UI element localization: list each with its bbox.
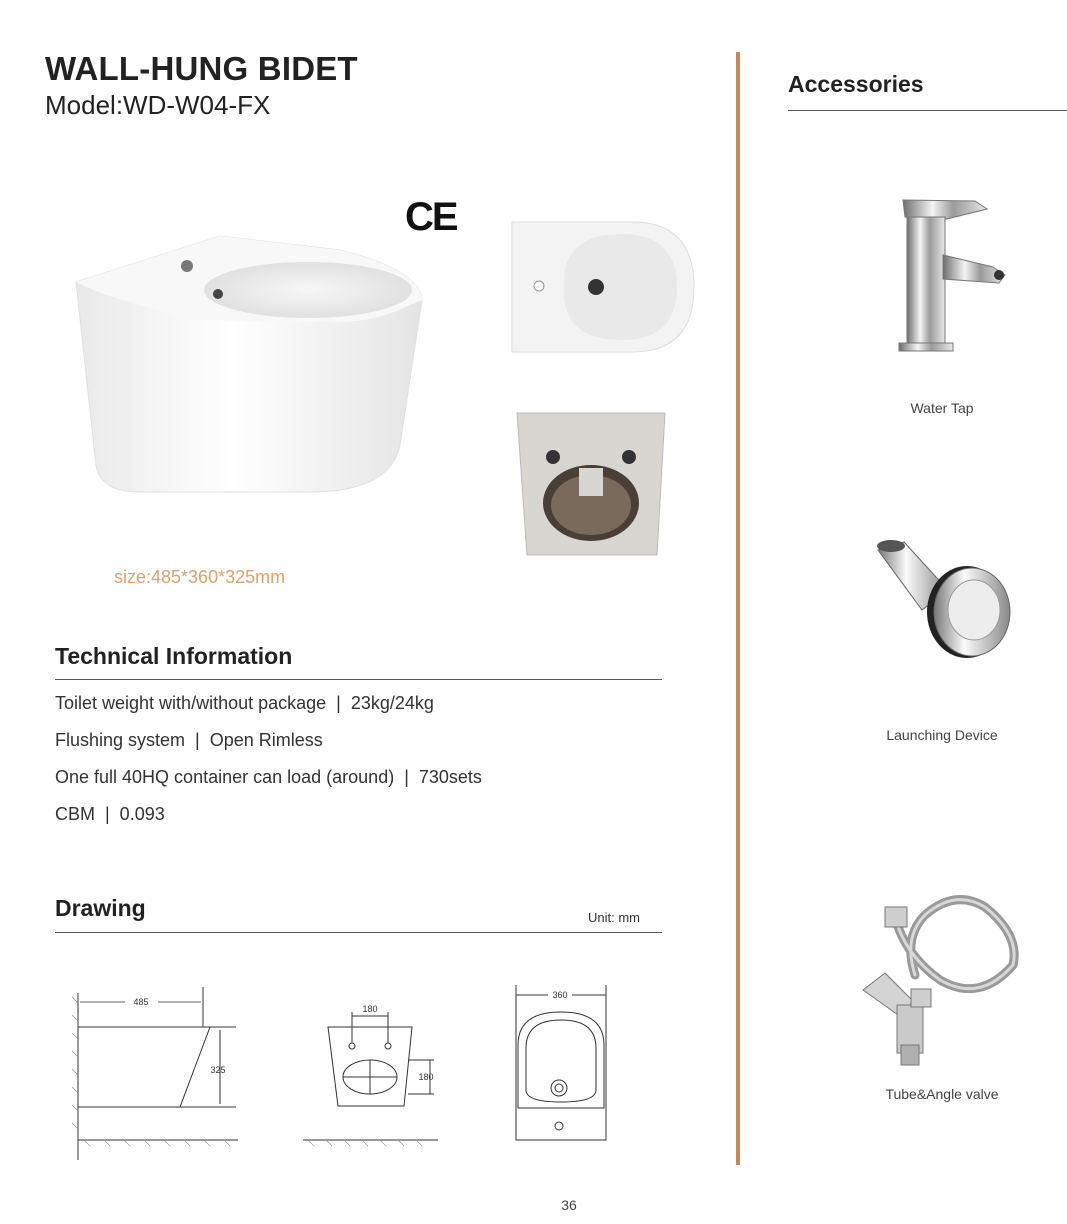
drawing-heading: Drawing [55, 895, 146, 921]
technical-information-heading: Technical Information [55, 643, 293, 669]
tube-angle-valve-icon [855, 895, 1025, 1070]
spec-row-container: One full 40HQ container can load (around) | 730sets [55, 767, 482, 787]
accessory-label-tube-angle-valve: Tube&Angle valve [885, 1086, 999, 1102]
accessories-divider [788, 110, 1067, 111]
technical-divider [55, 679, 662, 680]
spec-row-cbm: CBM | 0.093 [55, 804, 165, 824]
spec-row-weight: Toilet weight with/without package | 23kg/24kg [55, 693, 434, 713]
launching-device-icon [870, 540, 1015, 665]
side-height-dim: 325 [210, 1065, 226, 1075]
product-size: size:485*360*325mm [114, 567, 286, 587]
page-divider [736, 52, 740, 1165]
bidet-top-view-image [512, 222, 694, 352]
accessory-label-water-tap: Water Tap [910, 400, 974, 416]
drawing-divider [55, 932, 662, 933]
bidet-main-image [70, 230, 430, 490]
water-tap-icon [895, 195, 1010, 355]
top-view-drawing [510, 980, 615, 1145]
accessories-heading: Accessories [788, 71, 924, 97]
top-width-dim: 360 [552, 990, 568, 1000]
page-number: 36 [561, 1197, 577, 1213]
bidet-back-view-image [517, 413, 665, 555]
side-view-drawing [70, 985, 245, 1165]
drawing-unit: Unit: mm [588, 910, 640, 925]
back-top-dim: 180 [362, 1004, 378, 1014]
side-width-dim: 485 [133, 997, 149, 1007]
product-title: WALL-HUNG BIDET [45, 50, 358, 87]
back-right-dim: 180 [418, 1072, 434, 1082]
model-number: Model:WD-W04-FX [45, 90, 271, 120]
spec-row-flushing: Flushing system | Open Rimless [55, 730, 323, 750]
back-view-drawing [300, 1000, 445, 1150]
accessory-label-launching-device: Launching Device [886, 727, 998, 743]
ce-mark: CE [405, 195, 457, 239]
